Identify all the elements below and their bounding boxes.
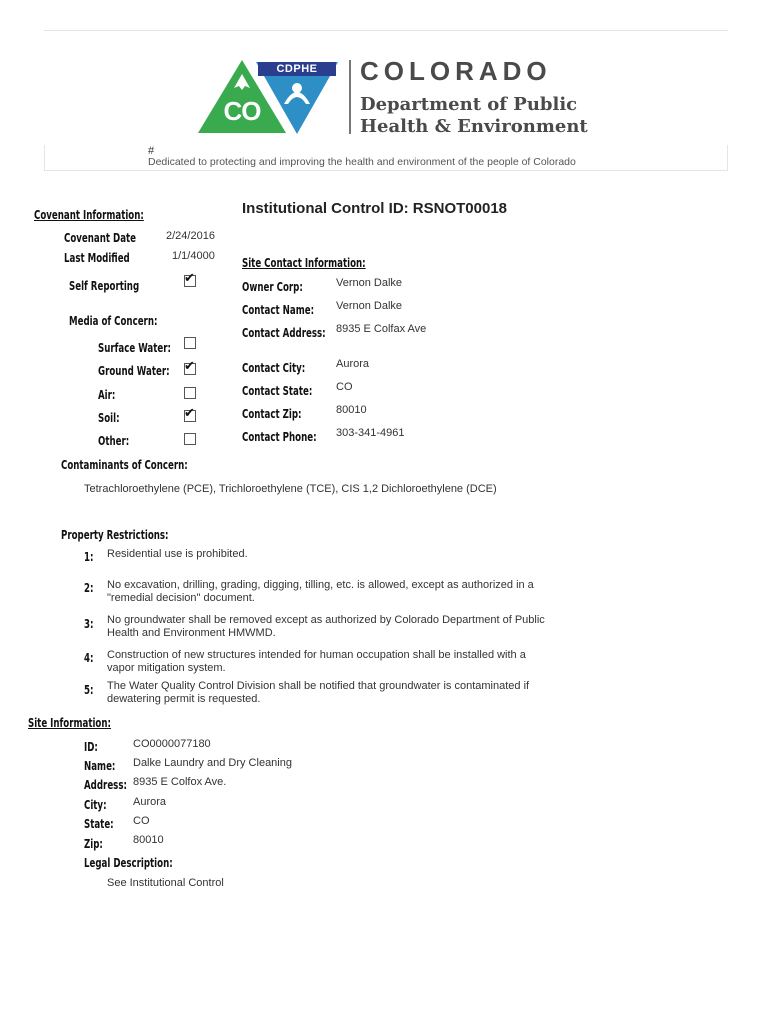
- legal-description-value: See Institutional Control: [107, 877, 224, 889]
- site-zip-value: 80010: [133, 834, 164, 846]
- header-right-rule: [727, 145, 728, 171]
- restriction-text: [107, 680, 529, 706]
- page-title: Institutional Control ID: RSNOT00018: [242, 200, 508, 217]
- restriction-line: The Water Quality Control Division shall be notified that groundwater is contaminated if: [107, 680, 530, 692]
- restriction-text: [107, 548, 248, 561]
- site-name-label: Name:: [84, 759, 116, 773]
- contact-city-label: Contact City:: [242, 361, 306, 375]
- restriction-line: Residential use is prohibited.: [107, 548, 248, 560]
- header-tagline: Dedicated to protecting and improving the health and environment of the people of Colorado: [148, 156, 576, 168]
- site-id-value: CO0000077180: [133, 738, 211, 750]
- restriction-line: vapor mitigation system.: [107, 662, 226, 674]
- logo-dept-line2: Health & Environment: [360, 116, 588, 137]
- contact-phone-value: 303-341-4961: [336, 427, 405, 439]
- site-city-value: Aurora: [133, 796, 167, 808]
- header-left-rule: [44, 145, 45, 171]
- media-other-checkbox[interactable]: [184, 433, 196, 445]
- logo-divider: [349, 60, 351, 134]
- restrictions-heading: Property Restrictions:: [61, 528, 169, 542]
- restriction-text: [107, 649, 526, 675]
- logo-acronym: CDPHE: [276, 63, 318, 75]
- restriction-number: 1:: [84, 550, 94, 564]
- site-contact-heading: Site Contact Information:: [242, 256, 366, 270]
- site-info-heading: Site Information:: [28, 716, 111, 730]
- restriction-number: 2:: [84, 581, 94, 595]
- site-address-value: 8935 E Colfox Ave.: [133, 776, 227, 788]
- restriction-text: [107, 579, 534, 605]
- media-surface-water-checkbox[interactable]: [184, 337, 196, 349]
- check-icon: ✔: [184, 406, 195, 421]
- restriction-line: Construction of new structures intended for human occupation shall be installed with a: [107, 649, 526, 661]
- legal-description-label: Legal Description:: [84, 856, 173, 870]
- owner-corp-value: Vernon Dalke: [336, 277, 403, 289]
- media-soil-checkbox[interactable]: [184, 406, 196, 422]
- contact-state-value: CO: [336, 381, 353, 393]
- contaminants-heading: Contaminants of Concern:: [61, 458, 188, 472]
- media-air-label: Air:: [98, 388, 116, 402]
- media-ground-water-checkbox[interactable]: [184, 359, 196, 375]
- site-name-value: Dalke Laundry and Dry Cleaning: [133, 757, 292, 769]
- site-zip-label: Zip:: [84, 837, 103, 851]
- contact-state-label: Contact State:: [242, 384, 313, 398]
- last-modified-label: Last Modified: [64, 251, 130, 265]
- covenant-date-value: 2/24/2016: [166, 230, 215, 242]
- logo-co-text: CO: [223, 96, 261, 126]
- contact-name-value: Vernon Dalke: [336, 300, 403, 312]
- restriction-line: No groundwater shall be removed except as authorized by Colorado Department of Public: [107, 614, 545, 626]
- contact-city-value: Aurora: [336, 358, 370, 370]
- media-other-label: Other:: [98, 434, 130, 448]
- contact-phone-label: Contact Phone:: [242, 430, 317, 444]
- site-id-label: ID:: [84, 740, 98, 754]
- contact-zip-value: 80010: [336, 404, 367, 416]
- header-hash: #: [148, 145, 155, 157]
- restriction-number: 3:: [84, 617, 94, 631]
- last-modified-value: 1/1/4000: [172, 250, 215, 262]
- covenant-heading: Covenant Information:: [34, 208, 144, 222]
- self-reporting-label: Self Reporting: [69, 279, 140, 293]
- restriction-number: 5:: [84, 683, 94, 697]
- restriction-line: dewatering permit is requested.: [107, 693, 261, 705]
- restriction-number: 4:: [84, 651, 94, 665]
- contact-name-label: Contact Name:: [242, 303, 315, 317]
- media-soil-label: Soil:: [98, 411, 120, 425]
- contact-zip-label: Contact Zip:: [242, 407, 302, 421]
- media-ground-water-label: Ground Water:: [98, 364, 170, 378]
- media-heading: Media of Concern:: [69, 314, 158, 328]
- contaminants-text: Tetrachloroethylene (PCE), Trichloroethylene (TCE), CIS 1,2 Dichloroethylene (DCE): [84, 483, 497, 495]
- cdphe-logo: [198, 58, 340, 136]
- media-air-checkbox[interactable]: [184, 387, 196, 399]
- self-reporting-checkbox[interactable]: [184, 271, 196, 287]
- header-top-rule: [44, 30, 728, 31]
- check-icon: ✔: [184, 359, 195, 374]
- restriction-line: No excavation, drilling, grading, digging, tilling, etc. is allowed, except as authorized in a: [107, 579, 534, 591]
- restriction-line: Health and Environment HMWMD.: [107, 627, 276, 639]
- owner-corp-label: Owner Corp:: [242, 280, 303, 294]
- check-icon: ✔: [184, 271, 195, 286]
- site-address-label: Address:: [84, 778, 127, 792]
- contact-address-label: Contact Address:: [242, 326, 326, 340]
- site-city-label: City:: [84, 798, 107, 812]
- header-bottom-rule: [44, 170, 728, 171]
- covenant-date-label: Covenant Date: [64, 231, 137, 245]
- site-state-value: CO: [133, 815, 150, 827]
- media-surface-water-label: Surface Water:: [98, 341, 171, 355]
- contact-address-value: 8935 E Colfax Ave: [336, 323, 427, 335]
- restriction-line: "remedial decision" document.: [107, 592, 255, 604]
- logo-dept-line1: Department of Public: [360, 94, 578, 115]
- site-state-label: State:: [84, 817, 114, 831]
- restriction-text: [107, 614, 545, 640]
- logo-state: COLORADO: [360, 56, 552, 86]
